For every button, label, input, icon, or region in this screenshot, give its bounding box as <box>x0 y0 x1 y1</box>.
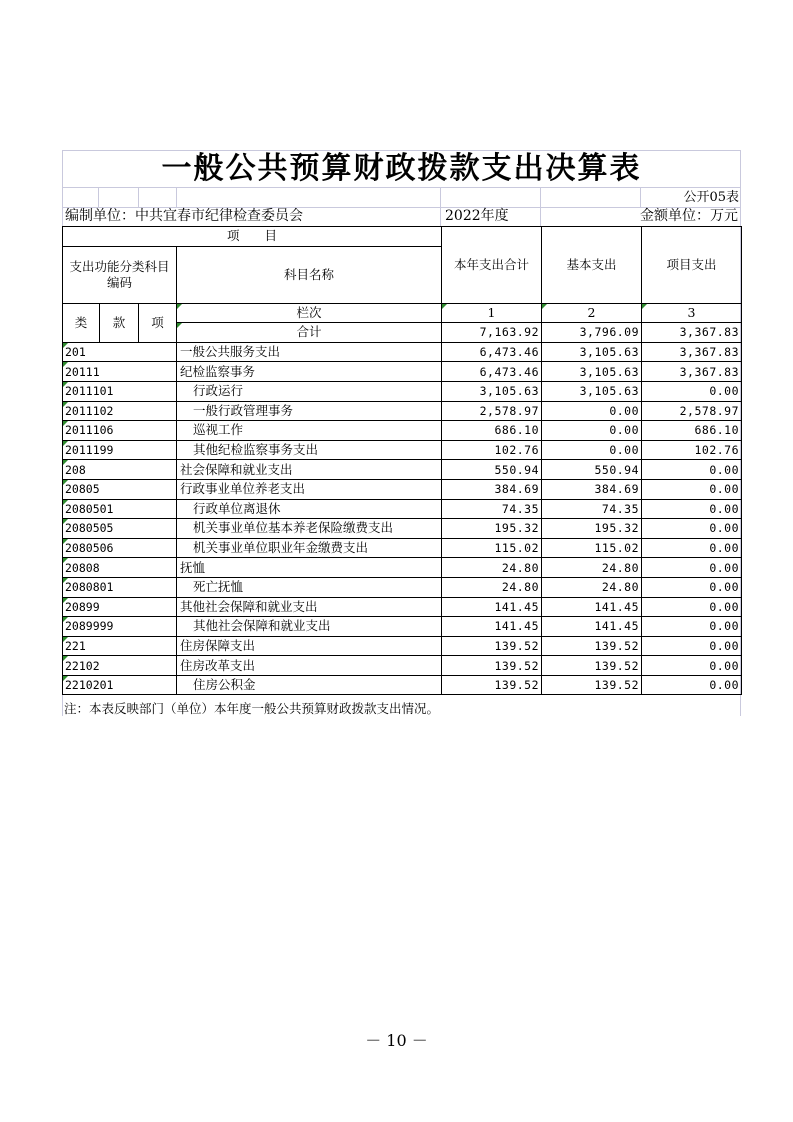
row-project: 102.76 <box>642 440 742 460</box>
row-code: 201 <box>63 342 177 362</box>
header-item: 项 目 <box>63 227 442 247</box>
row-basic: 74.35 <box>542 499 642 519</box>
row-basic: 384.69 <box>542 479 642 499</box>
grid-divider <box>540 206 541 226</box>
row-basic: 141.45 <box>542 617 642 637</box>
row-code: 2089999 <box>63 617 177 637</box>
column-1: 1 <box>442 303 542 323</box>
row-basic: 141.45 <box>542 597 642 617</box>
grid-divider <box>540 188 541 207</box>
row-name: 机关事业单位职业年金缴费支出 <box>177 538 442 558</box>
row-name: 住房公积金 <box>177 675 442 695</box>
table-row <box>63 342 742 362</box>
row-code: 22102 <box>63 656 177 676</box>
row-total: 6,473.46 <box>442 342 542 362</box>
row-code: 2011101 <box>63 381 177 401</box>
row-code: 2080505 <box>63 519 177 539</box>
row-total: 6,473.46 <box>442 362 542 382</box>
row-basic: 195.32 <box>542 519 642 539</box>
row-basic: 0.00 <box>542 401 642 421</box>
table-row <box>63 362 742 382</box>
total-project: 3,367.83 <box>642 323 742 343</box>
row-project: 0.00 <box>642 617 742 637</box>
row-project: 0.00 <box>642 499 742 519</box>
row-code: 2080501 <box>63 499 177 519</box>
header-column-no: 栏次 <box>177 303 442 323</box>
row-basic: 550.94 <box>542 460 642 480</box>
total-label: 合计 <box>177 323 442 343</box>
column-3: 3 <box>642 303 742 323</box>
row-name: 行政运行 <box>177 381 442 401</box>
expenditure-table <box>62 226 742 695</box>
table-row <box>63 381 742 401</box>
table-row <box>63 401 742 421</box>
info-row <box>62 206 741 226</box>
row-name: 一般公共服务支出 <box>177 342 442 362</box>
grid-divider <box>98 188 99 207</box>
table-row <box>63 440 742 460</box>
table-row <box>63 479 742 499</box>
row-basic: 115.02 <box>542 538 642 558</box>
table-row <box>63 577 742 597</box>
row-total: 195.32 <box>442 519 542 539</box>
row-project: 0.00 <box>642 558 742 578</box>
grid-divider <box>640 188 641 207</box>
grid-divider <box>176 188 177 207</box>
row-project: 3,367.83 <box>642 342 742 362</box>
header-func-code: 支出功能分类科目编码 <box>63 246 177 303</box>
row-project: 686.10 <box>642 421 742 441</box>
row-name: 一般行政管理事务 <box>177 401 442 421</box>
row-name: 巡视工作 <box>177 421 442 441</box>
row-basic: 0.00 <box>542 440 642 460</box>
row-project: 0.00 <box>642 597 742 617</box>
row-project: 0.00 <box>642 538 742 558</box>
year-label: 2022年度 <box>445 208 509 224</box>
row-project: 0.00 <box>642 519 742 539</box>
table-row <box>63 499 742 519</box>
table-row <box>63 558 742 578</box>
row-code: 2011106 <box>63 421 177 441</box>
row-project: 0.00 <box>642 381 742 401</box>
row-project: 2,578.97 <box>642 401 742 421</box>
table-code-row <box>62 187 741 208</box>
row-basic: 24.80 <box>542 558 642 578</box>
header-row <box>63 227 742 247</box>
row-basic: 3,105.63 <box>542 381 642 401</box>
row-code: 2080506 <box>63 538 177 558</box>
row-name: 纪检监察事务 <box>177 362 442 382</box>
row-project: 0.00 <box>642 636 742 656</box>
row-code: 2210201 <box>63 675 177 695</box>
table-row <box>63 675 742 695</box>
row-name: 社会保障和就业支出 <box>177 460 442 480</box>
table-code: 公开05表 <box>683 190 739 205</box>
table-row <box>63 656 742 676</box>
grid-divider <box>138 188 139 207</box>
header-subject-name: 科目名称 <box>177 246 442 303</box>
row-name: 行政事业单位养老支出 <box>177 479 442 499</box>
total-value: 7,163.92 <box>442 323 542 343</box>
org-label: 编制单位：中共宜春市纪律检查委员会 <box>65 208 303 224</box>
row-total: 141.45 <box>442 617 542 637</box>
row-name: 住房改革支出 <box>177 656 442 676</box>
page-title: 一般公共预算财政拨款支出决算表 <box>161 151 642 186</box>
row-total: 3,105.63 <box>442 381 542 401</box>
column-2: 2 <box>542 303 642 323</box>
row-total: 139.52 <box>442 675 542 695</box>
table-row <box>63 538 742 558</box>
row-code: 2011199 <box>63 440 177 460</box>
grid-divider <box>440 188 441 207</box>
row-basic: 139.52 <box>542 675 642 695</box>
row-code: 20808 <box>63 558 177 578</box>
row-project: 3,367.83 <box>642 362 742 382</box>
row-total: 2,578.97 <box>442 401 542 421</box>
row-total: 141.45 <box>442 597 542 617</box>
row-name: 抚恤 <box>177 558 442 578</box>
row-total: 102.76 <box>442 440 542 460</box>
row-total: 384.69 <box>442 479 542 499</box>
row-basic: 0.00 <box>542 421 642 441</box>
table-row <box>63 460 742 480</box>
row-total: 24.80 <box>442 558 542 578</box>
row-project: 0.00 <box>642 460 742 480</box>
row-code: 20805 <box>63 479 177 499</box>
row-name: 其他纪检监察事务支出 <box>177 440 442 460</box>
header-basic: 基本支出 <box>542 227 642 304</box>
row-name: 死亡抚恤 <box>177 577 442 597</box>
row-project: 0.00 <box>642 479 742 499</box>
row-name: 其他社会保障和就业支出 <box>177 617 442 637</box>
table-row <box>63 519 742 539</box>
row-total: 550.94 <box>442 460 542 480</box>
amount-unit: 金额单位：万元 <box>640 208 738 224</box>
row-name: 机关事业单位基本养老保险缴费支出 <box>177 519 442 539</box>
row-code: 221 <box>63 636 177 656</box>
header-kuan: 款 <box>100 303 139 342</box>
table-row <box>63 421 742 441</box>
row-name: 其他社会保障和就业支出 <box>177 597 442 617</box>
row-code: 208 <box>63 460 177 480</box>
row-basic: 24.80 <box>542 577 642 597</box>
table-row <box>63 617 742 637</box>
total-basic: 3,796.09 <box>542 323 642 343</box>
row-basic: 139.52 <box>542 636 642 656</box>
row-total: 24.80 <box>442 577 542 597</box>
row-project: 0.00 <box>642 577 742 597</box>
header-total: 本年支出合计 <box>442 227 542 304</box>
row-basic: 3,105.63 <box>542 362 642 382</box>
row-code: 2080801 <box>63 577 177 597</box>
row-name: 住房保障支出 <box>177 636 442 656</box>
table-row <box>63 636 742 656</box>
row-project: 0.00 <box>642 675 742 695</box>
column-number-row <box>63 303 742 323</box>
row-code: 2011102 <box>63 401 177 421</box>
grid-divider <box>440 206 441 226</box>
row-code: 20899 <box>63 597 177 617</box>
table-note: 注：本表反映部门（单位）本年度一般公共预算财政拨款支出情况。 <box>64 701 440 716</box>
row-total: 115.02 <box>442 538 542 558</box>
row-total: 686.10 <box>442 421 542 441</box>
row-total: 74.35 <box>442 499 542 519</box>
row-total: 139.52 <box>442 656 542 676</box>
row-name: 行政单位离退休 <box>177 499 442 519</box>
row-code: 20111 <box>63 362 177 382</box>
row-project: 0.00 <box>642 656 742 676</box>
table-row <box>63 597 742 617</box>
header-project: 项目支出 <box>642 227 742 304</box>
row-basic: 139.52 <box>542 656 642 676</box>
header-xiang: 项 <box>139 303 177 342</box>
row-total: 139.52 <box>442 636 542 656</box>
page-number: － 10 － <box>365 1031 428 1050</box>
row-basic: 3,105.63 <box>542 342 642 362</box>
header-lei: 类 <box>63 303 100 342</box>
